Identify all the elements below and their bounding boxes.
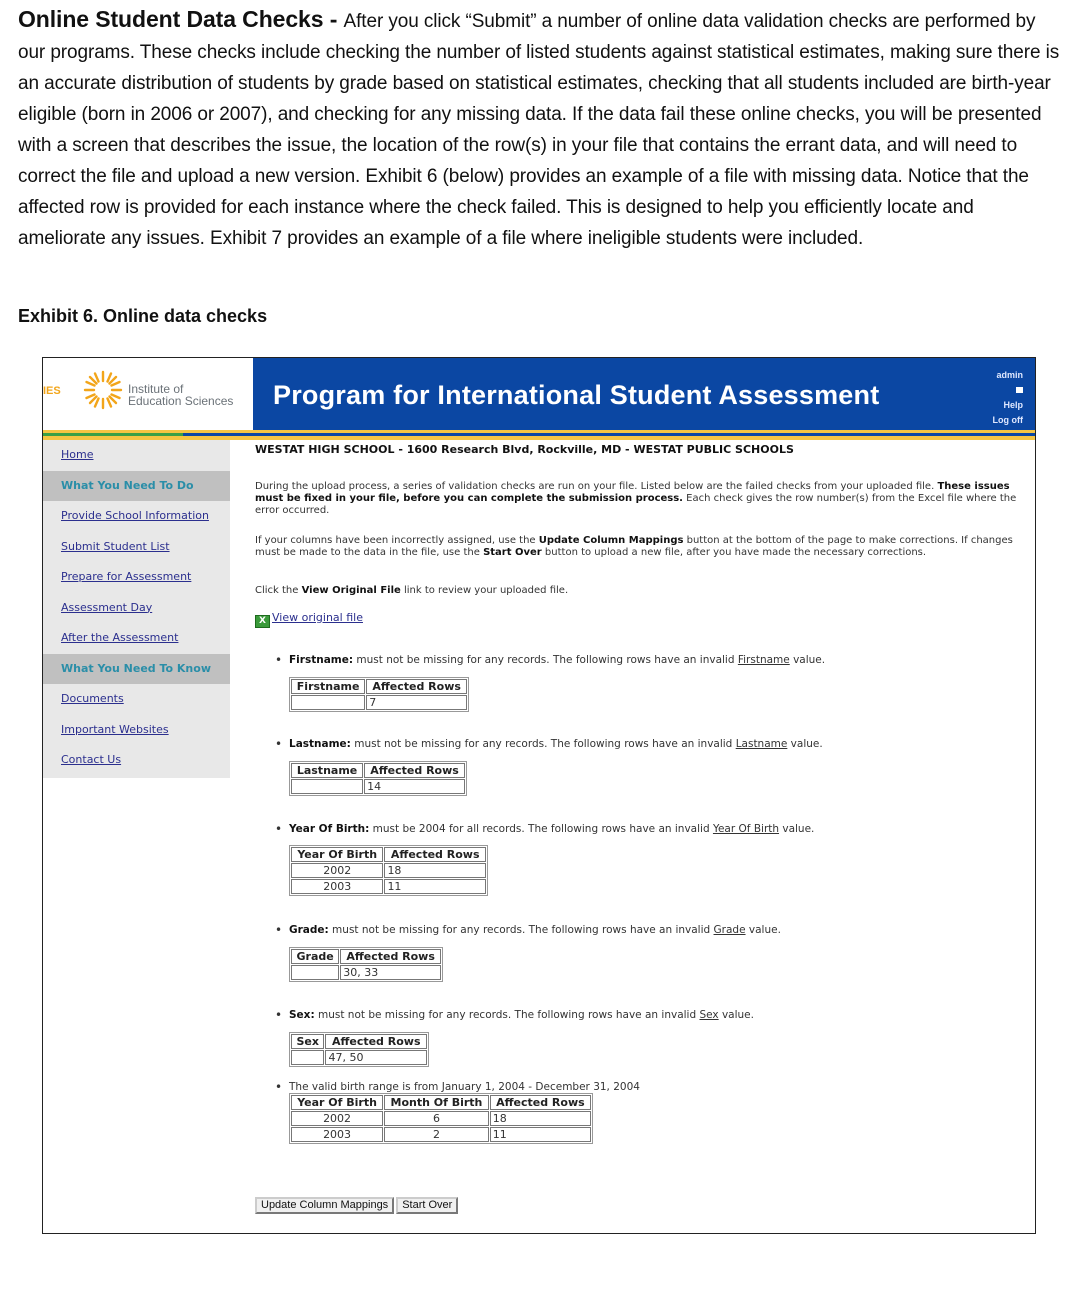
sex-table: Sex Affected Rows 47, 50 (289, 1032, 429, 1067)
logoff-link[interactable]: Log off (992, 415, 1023, 425)
sidebar-nav (43, 440, 230, 778)
field-link[interactable]: Sex (699, 1009, 719, 1021)
start-over-button[interactable]: Start Over (396, 1197, 458, 1214)
sidebar-item-provide-school-information[interactable]: Provide School Information (61, 509, 209, 522)
check-message: The valid birth range is from January 1, 2004 - December 31, 2004 (289, 1081, 640, 1093)
sidebar-section-what-you-need-to-do: What You Need To Do (43, 471, 230, 502)
table-row: 2002 6 18 (291, 1111, 591, 1126)
bullet-icon: • (275, 1008, 283, 1022)
site-header (43, 358, 1035, 436)
logo-abbr: IES (43, 385, 61, 397)
table-row: 7 (291, 695, 467, 710)
document-paragraph (18, 4, 1063, 254)
year-of-birth-table: Year Of Birth Affected Rows 2002 18 2003 11 (289, 845, 488, 896)
sidebar-item-home[interactable]: Home (61, 448, 94, 461)
sidebar-item-assessment-day[interactable]: Assessment Day (61, 600, 153, 614)
table-row: 47, 50 (291, 1050, 427, 1065)
exhibit-title: Exhibit 6. Online data checks (18, 306, 268, 326)
check-message: Lastname: must not be missing for any records. The following rows have an invalid Lastname value. (289, 738, 823, 750)
field-link[interactable]: Year Of Birth (712, 823, 780, 835)
view-file-paragraph: Click the View Original File link to review your uploaded file. (255, 585, 569, 596)
sidebar-section-what-you-need-to-know: What You Need To Know (43, 654, 230, 685)
view-original-file[interactable] (255, 611, 363, 628)
intro-paragraph: During the upload process, a series of validation checks are run on your file. Listed below are the failed checks from your uploaded file. These issues must be fixed in your file, before you can complete the submission process. Each check gives the row number(s) from the Excel file where the error occurred. (255, 481, 1017, 516)
ies-logo[interactable] (43, 358, 253, 430)
bullet-icon: • (275, 1080, 283, 1094)
table-row: 30, 33 (291, 965, 441, 980)
sidebar-item-submit-student-list[interactable]: Submit Student List (61, 539, 170, 553)
check-message: Grade: must not be missing for any records. The following rows have an invalid Grade value. (289, 924, 781, 936)
view-original-file-link[interactable]: View original file (272, 611, 363, 624)
table-row: 2003 11 (291, 879, 486, 894)
bullet-icon: • (275, 923, 283, 937)
field-link[interactable]: Grade (713, 924, 746, 936)
mapping-paragraph: If your columns have been incorrectly assigned, use the Update Column Mappings button at the bottom of the page to make corrections. If changes must be made to the data in the file, use the Start Over button to upload a new file, after you have made the necessary corrections. (255, 535, 1013, 558)
sidebar-item-contact-us[interactable]: Contact Us (61, 753, 122, 766)
birth-range-table: Year Of Birth Month Of Birth Affected Rows 2002 6 18 2003 2 11 (289, 1093, 593, 1144)
section-body: After you click “Submit” a number of online data validation checks are performed by our programs. These checks include checking the number of listed students against statistical estimates, making sure there is an accurate distribution of students by grade based on statistical estimates, checking that all students included are birth-year eligible (born in 2006 or 2007), and checking for any missing data. If the data fail these online checks, you will be presented with a screen that describes the issue, the location of the row(s) in your file that contains the errant data, and will need to correct the file and upload a new version. Exhibit 6 (below) provides an example of a file with missing data. Notice that the affected row is provided for each instance where the check failed. This is designed to help you efficiently locate and ameliorate any issues. Exhibit 7 provides an example of a file where ineligible students were included. (18, 11, 1060, 249)
bullet-icon: • (275, 653, 283, 667)
logo-text: Institute of Education Sciences (128, 382, 234, 408)
school-info: WESTAT HIGH SCHOOL - 1600 Research Blvd, Rockville, MD - WESTAT PUBLIC SCHOOLS (255, 443, 794, 456)
table-row: 2003 2 11 (291, 1127, 591, 1142)
header-banner (253, 358, 1035, 430)
check-message: Firstname: must not be missing for any records. The following rows have an invalid Firstname value. (289, 654, 826, 666)
bullet-icon: • (275, 822, 283, 836)
sidebar-item-documents[interactable]: Documents (61, 692, 124, 705)
admin-label: admin (996, 370, 1023, 380)
check-message: Year Of Birth: must be 2004 for all records. The following rows have an invalid Year Of Birth value. (289, 823, 815, 835)
help-link[interactable]: Help (1003, 400, 1023, 410)
section-title: Online Student Data Checks - (18, 6, 344, 32)
field-link[interactable]: Firstname (737, 654, 790, 666)
grade-table: Grade Affected Rows 30, 33 (289, 947, 443, 982)
lastname-table: Lastname Affected Rows 14 (289, 761, 467, 796)
check-message: Sex: must not be missing for any records. The following rows have an invalid Sex value. (289, 1009, 754, 1021)
mail-icon[interactable] (1016, 387, 1023, 393)
sidebar-item-prepare-for-assessment[interactable]: Prepare for Assessment (61, 570, 192, 583)
table-row: 2002 18 (291, 863, 486, 878)
bullet-icon: • (275, 737, 283, 751)
sidebar-item-important-websites[interactable]: Important Websites (61, 722, 169, 736)
sidebar-item-after-the-assessment[interactable]: After the Assessment (61, 631, 179, 644)
sun-icon (83, 370, 123, 410)
user-links (993, 368, 1024, 428)
field-link[interactable]: Lastname (735, 738, 788, 750)
action-buttons (255, 1197, 460, 1214)
site-title: Program for International Student Assessment (273, 380, 880, 410)
excel-icon: X (255, 615, 270, 628)
screenshot-frame (42, 357, 1036, 1234)
firstname-table: Firstname Affected Rows 7 (289, 677, 469, 712)
table-row: 14 (291, 779, 465, 794)
update-column-mappings-button[interactable]: Update Column Mappings (255, 1197, 394, 1214)
